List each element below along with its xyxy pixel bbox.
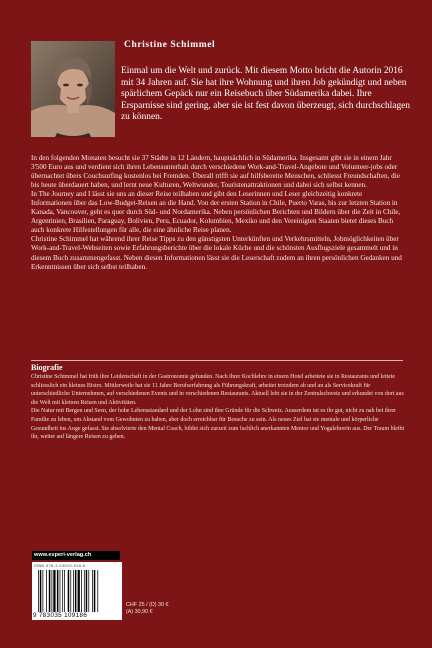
bio-heading: Biografie	[31, 363, 63, 372]
price-line: CHF 25 / (D) 30 €	[126, 602, 169, 608]
barcode-digits: 9 783035 109186	[33, 612, 88, 619]
description-paragraph: In The Journey and I lässt sie uns an dieser Reise teilhaben und gibt den Leserinnen und Leser gleichzeitig konkrete Informationen über das Low-Budget-Reisen an die Hand. Von der ersten Station in Chile, Puerto Varas, bis zur letzten Station in Kanada, Vancouver, geht es quer durch Süd- und Nordamerika. Neben persönlichen Berichten und Bildern über die Zeit in Chile, Argentinien, Brasilien, Paraguay, Bolivien, Peru, Ecuador, Kolumbien, Mexiko und den Vereinigten Staaten bietet dieses Buch auch konkrete Hilfestellungen für alle, die eine ähnliche Reise planen.	[31, 190, 401, 235]
description	[31, 154, 403, 272]
author-photo	[31, 41, 115, 137]
author-name: Christine Schimmel	[124, 40, 216, 50]
price-line: (A) 30,90 €	[126, 609, 153, 615]
bio-text	[31, 373, 406, 442]
isbn-text: ISBN 978-3-03510-918-6	[34, 563, 86, 568]
description-paragraph: Christine Schimmel hat während ihrer Reise Tipps zu den günstigsten Unterkünften und Verkehrsmitteln, Jobmöglichkeiten über Work-and-Travel-Webseiten sowie Erfahrungsberichte über die lokale Küche und die schönsten Ausflugsziele gesammelt und in diesem Buch zusammengefasst. Neben diesen Informationen lässt sie die Leserschaft zudem an ihren persönlichen Gedanken und Erkenntnissen über sich selbst teilhaben.	[31, 235, 402, 271]
price	[126, 602, 169, 616]
bio-paragraph: Christine Schimmel hat früh ihre Leidenschaft in der Gastronomie gefunden. Nach ihrer Kochlehre in einem Hotel arbeitete sie in Restaurants und leitete schliesslich ein kleines Bistro. Mittlerweile hat sie 11 Jahre Berufserfahrung als Führungskraft, arbeitet trotzdem ab und an als Servicekraft für unterschiedliche Unternehmen, auf verschiedenen Events und in verschiedenen Restaurants. Aktuell lebt sie in der Zentralschweiz und erkundet von dort aus die Welt mit kleinen Reisen und Aktivitäten.	[31, 374, 404, 406]
bio-paragraph: Die Natur mit Bergen und Seen, der hohe Lebensstandard und der Lohn sind ihre Gründe für die Schweiz. Ausserdem tut es ihr gut, nicht zu nah bei ihrer Familie zu leben, um Abstand vom Gewohnten zu haben, aber doch erreichbar für Besuche zu sein. Als neues Ziel hat sie mentale und körperliche Gesundheit ins Auge gefasst. Sie absolvierte den Mental Coach, bildet sich zurzeit zum fachlich anerkannten Mentor und Yogalehrerin aus. Der Traum bleibt ihr, weiter auf längere Reisen zu gehen.	[31, 408, 405, 441]
description-paragraph: In den folgenden Monaten besucht sie 37 Städte in 12 Ländern, hauptsächlich in Südamerika. Insgesamt gibt sie in einem Jahr 3'500 Euro aus und verdient sich ihren Lebensunterhalt durch verschiedene Work-and-Travel-Angebote und Volunteer-jobs oder übernachtet übers Couchsurfing kostenlos bei Fremden. Überall trifft sie auf hilfsbereite Menschen, schliesst Freundschaften, die bis heute überdauert haben, und lernt neue Kulturen, Weltwunder, Touristenattraktionen und dabei sich selbst kennen.	[31, 154, 400, 190]
publisher-url: www.esperi-verlag.ch	[32, 551, 120, 560]
intro-text: Einmal um die Welt und zurück. Mit diesem Motto bricht die Autorin 2016 mit 34 Jahren auf. Sie hat ihre Wohnung und ihren Job gekündigt und neben spärlichem Gepäck nur ein Reisebuch über Südamerika dabei. Ihre Ersparnisse sind gering, aber sie ist fest davon überzeugt, sich durchschlagen zu können.	[121, 66, 410, 123]
barcode-bars	[38, 570, 118, 612]
barcode	[32, 562, 122, 620]
divider	[31, 360, 403, 361]
